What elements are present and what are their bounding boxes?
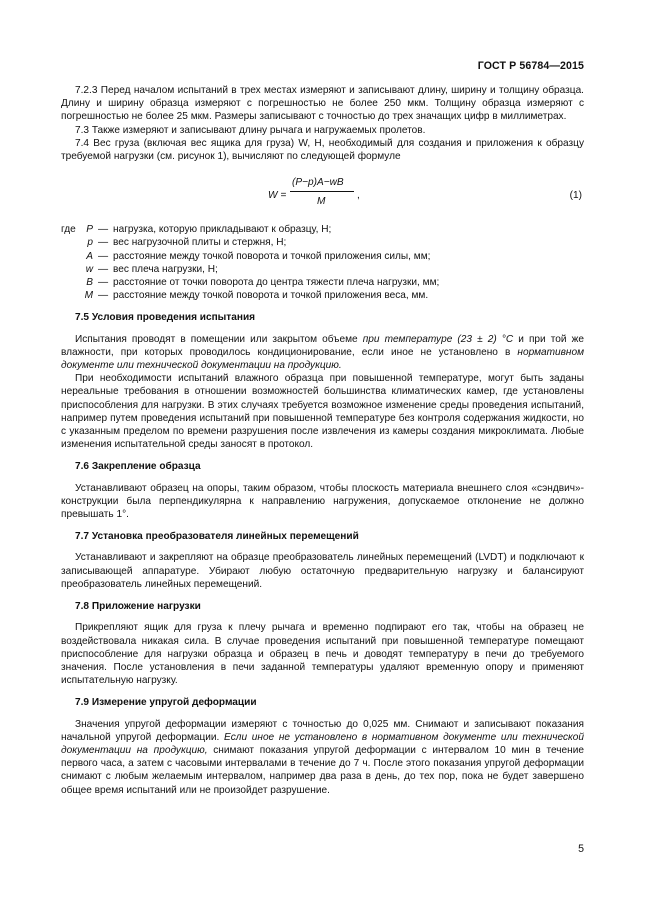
definition-text: нагрузка, которую прикладывают к образцу, Н; bbox=[113, 224, 332, 236]
formula-numerator: (P−p)A−wB bbox=[292, 177, 344, 189]
definition-text: расстояние между точкой поворота и точкой приложения веса, мм. bbox=[113, 290, 429, 302]
paragraph-7-6-1: Устанавливают образец на опоры, таким образом, чтобы плоскость материала внешнего слоя «сэндвич»-конструкции была перпендикулярна к направлению нагружения, допускаемое отклонение не должно превышать 1°. bbox=[61, 482, 584, 521]
paragraph-7-5-1: Испытания проводят в помещении или закрытом объеме при температуре (23 ± 2) °С и при той же влажности, при которых проводилось кондиционирование, если иное не установлено в нормативном документе или технической документации на продукцию. bbox=[61, 333, 584, 372]
document-code-header: ГОСТ Р 56784—2015 bbox=[477, 60, 584, 72]
definition-dash: — bbox=[97, 237, 109, 249]
section-heading-7-7: 7.7 Установка преобразователя линейных перемещений bbox=[75, 531, 359, 543]
paragraph-7-4: 7.4 Вес груза (включая вес ящика для груза) W, Н, необходимый для создания и приложения к образцу требуемой нагрузки (см. рисунок 1), вычисляют по следующей формуле bbox=[61, 137, 584, 163]
definition-symbol: B bbox=[86, 277, 93, 289]
fraction-bar bbox=[290, 191, 354, 192]
definition-symbol: p bbox=[87, 237, 93, 249]
definition-dash: — bbox=[97, 277, 109, 289]
formula-number: (1) bbox=[569, 190, 582, 202]
page-number: 5 bbox=[578, 843, 584, 855]
definition-text: расстояние от точки поворота до центра тяжести плеча нагрузки, мм; bbox=[113, 277, 440, 289]
section-heading-7-8: 7.8 Приложение нагрузки bbox=[75, 601, 201, 613]
formula-lhs: W = bbox=[268, 190, 287, 202]
formula-comma: , bbox=[357, 190, 360, 202]
definition-text: расстояние между точкой поворота и точкой приложения силы, мм; bbox=[113, 250, 431, 262]
paragraph-7-3: 7.3 Также измеряют и записывают длину рычага и нагружаемых пролетов. bbox=[75, 124, 426, 136]
definition-row bbox=[61, 263, 584, 276]
definition-text: вес нагрузочной плиты и стержня, Н; bbox=[113, 237, 287, 249]
definition-dash: — bbox=[97, 290, 109, 302]
paragraph-7-7-1: Устанавливают и закрепляют на образце преобразователь линейных перемещений (LVDT) и подключают к записывающей аппаратуре. Убирают любую остаточную предварительную нагрузку и балансируют преобразователь линейных перемещений. bbox=[61, 552, 584, 590]
section-heading-7-9: 7.9 Измерение упругой деформации bbox=[75, 697, 257, 709]
definition-row bbox=[61, 236, 584, 249]
definition-row bbox=[61, 276, 584, 289]
definition-symbol: A bbox=[86, 250, 93, 262]
page-content bbox=[61, 84, 584, 797]
symbol-definitions bbox=[61, 223, 584, 302]
definition-row bbox=[61, 223, 584, 236]
section-heading-7-5: 7.5 Условия проведения испытания bbox=[75, 312, 256, 324]
paragraph-7-2-3: 7.2.3 Перед началом испытаний в трех местах измеряют и записывают длину, ширину и толщину образца. Длину и ширину образца измеряют с погрешностью не более 250 мкм. Толщину образца измеряют с погрешностью не более 25 мкм. Размеры записывают с точностью до трех значащих цифр в миллиметрах. bbox=[61, 85, 584, 123]
definition-row bbox=[61, 250, 584, 263]
definition-symbol: w bbox=[85, 263, 93, 275]
paragraph-7-5-2: При необходимости испытаний влажного образца при повышенной температуре, могут быть заданы нереальные требования в отношении возможностей большинства климатических камер, где установлены приспособления для нагрузки. В этих случаях требуется возможное изменение среды проведения испытаний, например путем проведения испытаний при повышенной температуре без контроля содержания жидкости, но с указанным пределом по времени разрушения после извлечения из камеры создания микроклимата. Любые изменения испытательной среды заносят в протокол. bbox=[61, 373, 584, 451]
paragraph-7-9-1: Значения упругой деформации измеряют с точностью до 0,025 мм. Снимают и записывают показания начальной упругой деформации. Если иное не установлено в нормативном документе или технической документации на продукцию, снимают показания упругой деформации с интервалом 10 мин в течение первого часа, а затем с часовыми интервалами в течение до 7 ч. После этого показания упругой деформации снимают с любым желаемым интервалом, например два раза в день, до тех пор, пока не будет завершено общее время испытаний или не произойдет разрушение. bbox=[61, 718, 584, 796]
definition-dash: — bbox=[97, 263, 109, 275]
formula-denominator: M bbox=[317, 196, 326, 208]
definition-row bbox=[61, 289, 584, 302]
section-heading-7-6: 7.6 Закрепление образца bbox=[75, 461, 201, 473]
definition-symbol: P bbox=[86, 224, 93, 236]
definition-text: вес плеча нагрузки, Н; bbox=[113, 263, 218, 275]
definition-dash: — bbox=[97, 224, 109, 236]
where-word: где bbox=[61, 224, 76, 236]
formula-1 bbox=[61, 169, 584, 219]
paragraph-7-8-1: Прикрепляют ящик для груза к плечу рычага и временно подпирают его так, чтобы на образец не воздействовала никакая сила. В случае проведения испытаний при повышенной температуре помещают приспособление для нагрузки образца и образец в печь и доводят температуру в печи до требуемого значения. После установления в печи заданной температуры удаляют временную опору и применяют испытательную нагрузку. bbox=[61, 622, 584, 687]
definition-dash: — bbox=[97, 250, 109, 262]
definition-symbol: M bbox=[84, 290, 93, 302]
